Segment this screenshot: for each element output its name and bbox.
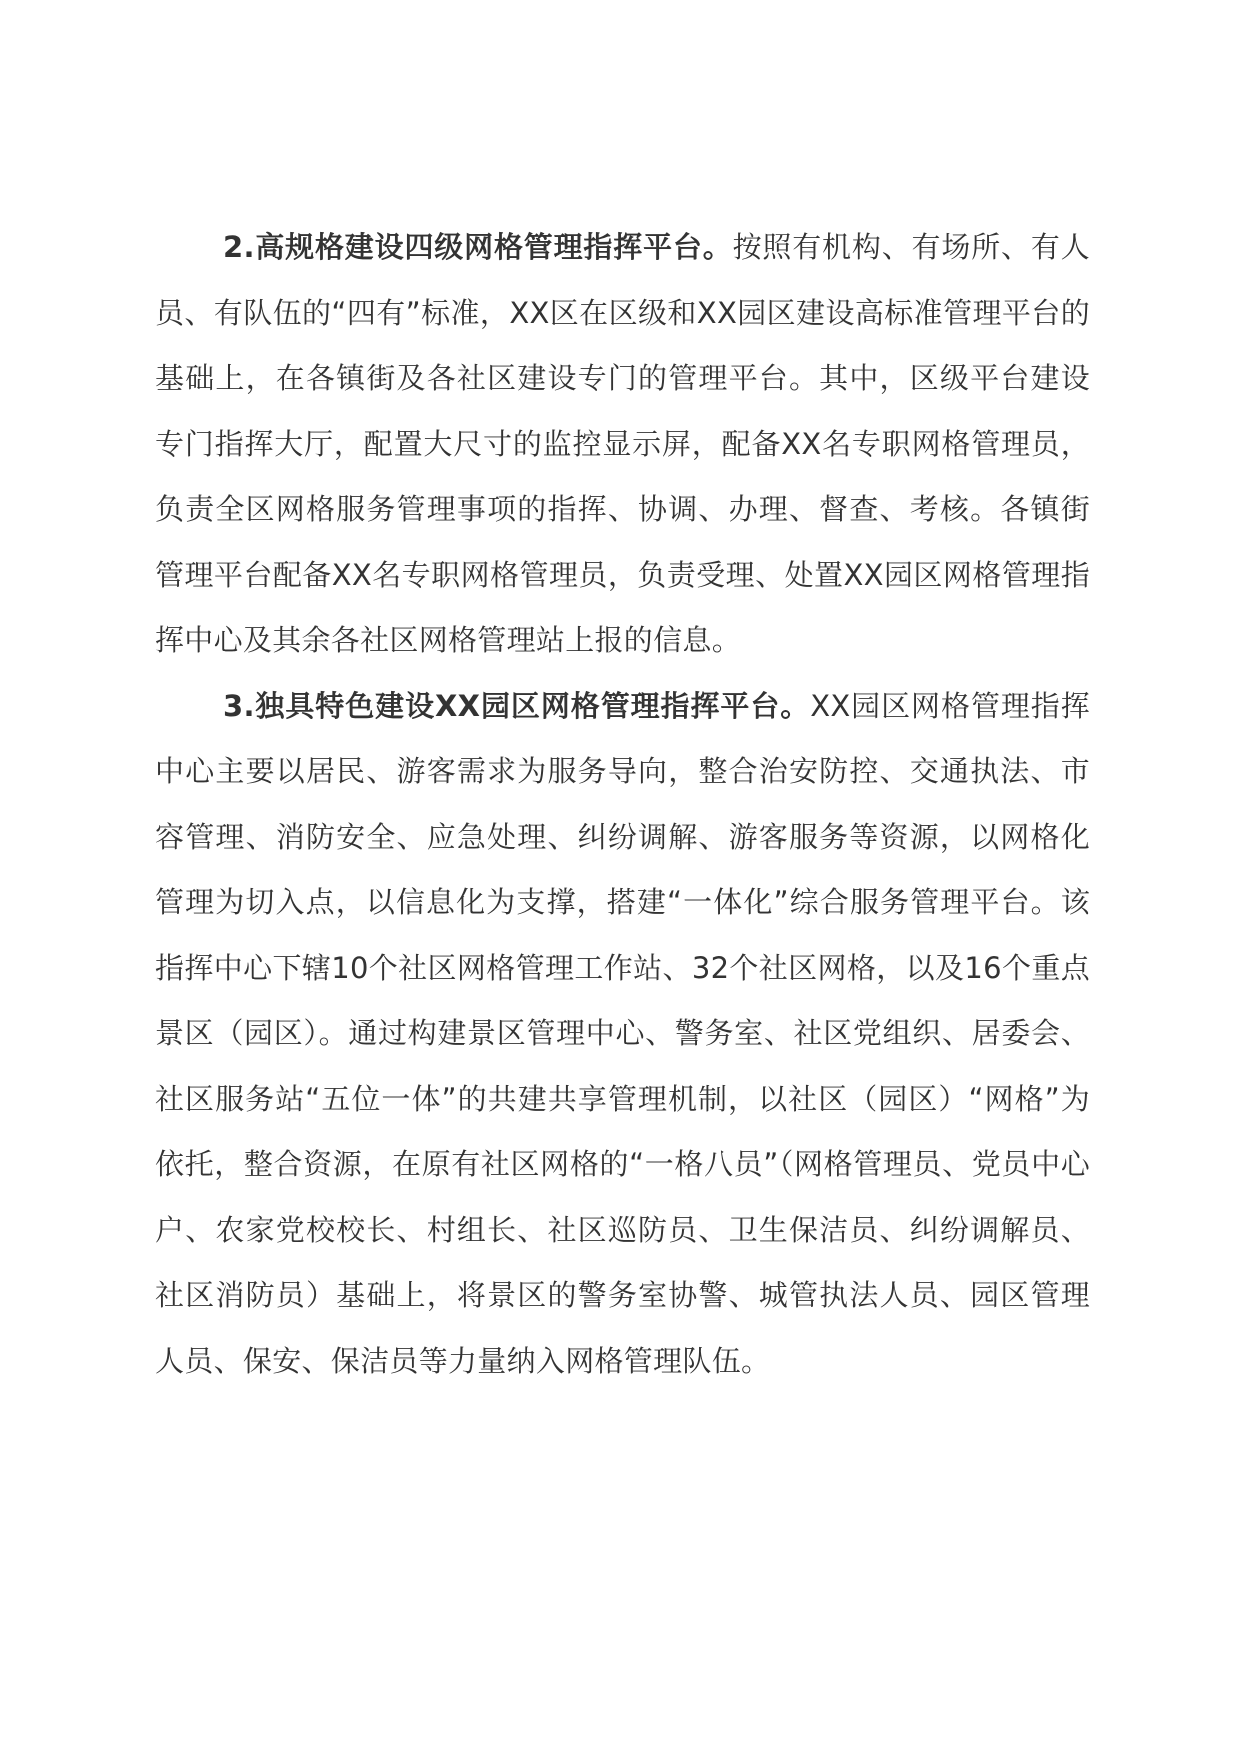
paragraph-body: 按照有机构、有场所、有人员、有队伍的“四有”标准，XX区在区级和XX园区建设高标准管理平台的基础上，在各镇街及各社区建设专门的管理平台。其中，区级平台建设专门指挥大厅，配置大尺寸的监控显示屏，配备XX名专职网格管理员，负责全区网格服务管理事项的指挥、协调、办理、督查、考核。各镇街管理平台配备XX名专职网格管理员，负责受理、处置XX园区网格管理指挥中心及其余各社区网格管理站上报的信息。 <box>155 230 1090 657</box>
paragraph-heading: 3.独具特色建设XX园区网格管理指挥平台。 <box>223 688 811 723</box>
paragraph-heading: 2.高规格建设四级网格管理指挥平台。 <box>223 230 733 264</box>
paragraph-park-platform <box>155 674 1090 1395</box>
paragraph-four-level-platform <box>155 215 1090 674</box>
document-page <box>155 215 1090 1394</box>
paragraph-body: XX园区网格管理指挥中心主要以居民、游客需求为服务导向，整合治安防控、交通执法、市容管理、消防安全、应急处理、纠纷调解、游客服务等资源，以网格化管理为切入点，以信息化为支撑，搭建“一体化”综合服务管理平台。该指挥中心下辖10个社区网格管理工作站、32个社区网格，以及16个重点景区（园区）。通过构建景区管理中心、警务室、社区党组织、居委会、社区服务站“五位一体”的共建共享管理机制，以社区（园区）“网格”为依托，整合资源，在原有社区网格的“一格八员”（网格管理员、党员中心户、农家党校校长、村组长、社区巡防员、卫生保洁员、纠纷调解员、社区消防员）基础上，将景区的警务室协警、城管执法人员、园区管理人员、保安、保洁员等力量纳入网格管理队伍。 <box>155 688 1091 1378</box>
